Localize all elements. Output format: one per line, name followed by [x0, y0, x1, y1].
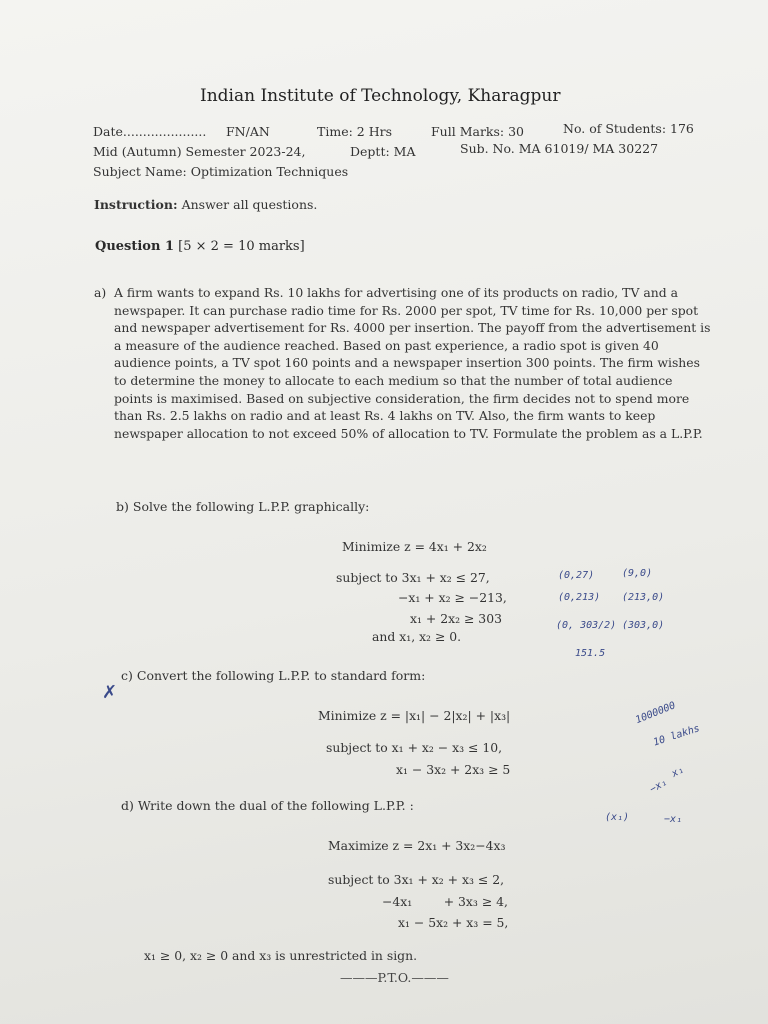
- part-d-heading: [121, 798, 414, 813]
- part-c-constraint-2: x₁ − 3x₂ + 2x₃ ≥ 5: [396, 762, 511, 777]
- handwritten-note-x1: x₁: [670, 764, 686, 780]
- handwritten-point-4: (213,0): [622, 592, 665, 603]
- handwritten-lakhs: 10 lakhs: [652, 723, 702, 749]
- question-heading: [95, 239, 305, 254]
- part-b-constraint-4: and x₁, x₂ ≥ 0.: [372, 629, 462, 644]
- deptt-field: Deptt: MA: [350, 144, 416, 159]
- part-a: [94, 284, 714, 442]
- part-c-text: Convert the following L.P.P. to standard form:: [136, 668, 426, 683]
- part-d-constraint-2: −4x₁ + 3x₃ ≥ 4,: [382, 894, 508, 909]
- page-turn-note: ———P.T.O.———: [340, 970, 449, 985]
- part-c-label: c): [121, 668, 133, 683]
- part-b-constraint-3: x₁ + 2x₂ ≥ 303: [410, 611, 502, 626]
- part-c-objective: Minimize z = |x₁| − 2|x₂| + |x₃|: [318, 708, 511, 723]
- question-label: Question 1: [95, 239, 175, 254]
- handwritten-cross-mark: ✗: [102, 682, 118, 703]
- question-marks: [5 × 2 = 10 marks]: [178, 239, 305, 254]
- part-d-label: d): [121, 798, 134, 813]
- date-field: Date.....................: [93, 124, 207, 139]
- part-b-heading: [116, 499, 369, 514]
- handwritten-point-5: (0, 303/2): [556, 620, 617, 631]
- part-d-constraint-1: subject to 3x₁ + x₂ + x₃ ≤ 2,: [328, 872, 505, 887]
- part-d-sign-conditions: x₁ ≥ 0, x₂ ≥ 0 and x₃ is unrestricted in sign.: [144, 948, 418, 963]
- handwritten-note-neg-x1-b: −x₁: [664, 814, 683, 825]
- handwritten-point-3: (0,213): [558, 592, 601, 603]
- students-field: No. of Students: 176: [563, 121, 694, 136]
- part-c-heading: [121, 668, 425, 683]
- instruction-text: Answer all questions.: [181, 197, 318, 212]
- full-marks-field: Full Marks: 30: [431, 124, 524, 139]
- part-b-constraint-2: −x₁ + x₂ ≥ −213,: [398, 590, 507, 605]
- handwritten-value: 151.5: [575, 648, 606, 659]
- instruction: [94, 197, 317, 212]
- handwritten-note-bracket: (x₁): [605, 812, 630, 823]
- part-a-text: A firm wants to expand Rs. 10 lakhs for advertising one of its products on radio, TV and a newspaper. It can purchase radio time for Rs. 2000 per spot, TV time for Rs. 10,000 per spot and newspaper advertisement for Rs. 4000 per insertion. The payoff from the advertisement is a measure of the audience reached. Based on past experience, a radio spot is given 40 audience points, a TV spot 160 points and a newspaper insertion 300 points. The firm wishes to determine the money to allocate to each medium so that the number of total audience points is maximised. Based on subjective consideration, the firm decides not to spend more than Rs. 2.5 lakhs on radio and at least Rs. 4 lakhs on TV. Also, the firm wants to keep newspaper allocation to not exceed 50% of allocation to TV. Formulate the problem as a L.P.P.: [114, 285, 711, 441]
- handwritten-point-1: (0,27): [558, 570, 595, 581]
- instruction-label: Instruction:: [94, 197, 178, 212]
- semester-field: Mid (Autumn) Semester 2023-24,: [93, 144, 306, 159]
- part-b-objective: Minimize z = 4x₁ + 2x₂: [342, 539, 487, 554]
- handwritten-point-6: (303,0): [622, 620, 665, 631]
- institute-title: Indian Institute of Technology, Kharagpur: [200, 86, 561, 106]
- part-d-text: Write down the dual of the following L.P.P. :: [137, 798, 414, 813]
- part-b-text: Solve the following L.P.P. graphically:: [132, 499, 370, 514]
- sub-no-field: Sub. No. MA 61019/ MA 30227: [460, 141, 659, 156]
- part-b-label: b): [116, 499, 129, 514]
- handwritten-number: 1000000: [634, 700, 678, 727]
- part-d-objective: Maximize z = 2x₁ + 3x₂−4x₃: [328, 838, 506, 853]
- part-c-constraint-1: subject to x₁ + x₂ − x₃ ≤ 10,: [326, 740, 503, 755]
- part-b-constraint-1: subject to 3x₁ + x₂ ≤ 27,: [336, 570, 490, 585]
- handwritten-note-neg-x1-a: −x₁: [648, 776, 670, 796]
- session-field: FN/AN: [226, 124, 270, 139]
- handwritten-point-2: (9,0): [622, 568, 653, 579]
- subject-field: Subject Name: Optimization Techniques: [93, 164, 349, 179]
- part-a-label: a): [94, 285, 107, 300]
- part-d-constraint-3: x₁ − 5x₂ + x₃ = 5,: [398, 915, 509, 930]
- time-field: Time: 2 Hrs: [317, 124, 392, 139]
